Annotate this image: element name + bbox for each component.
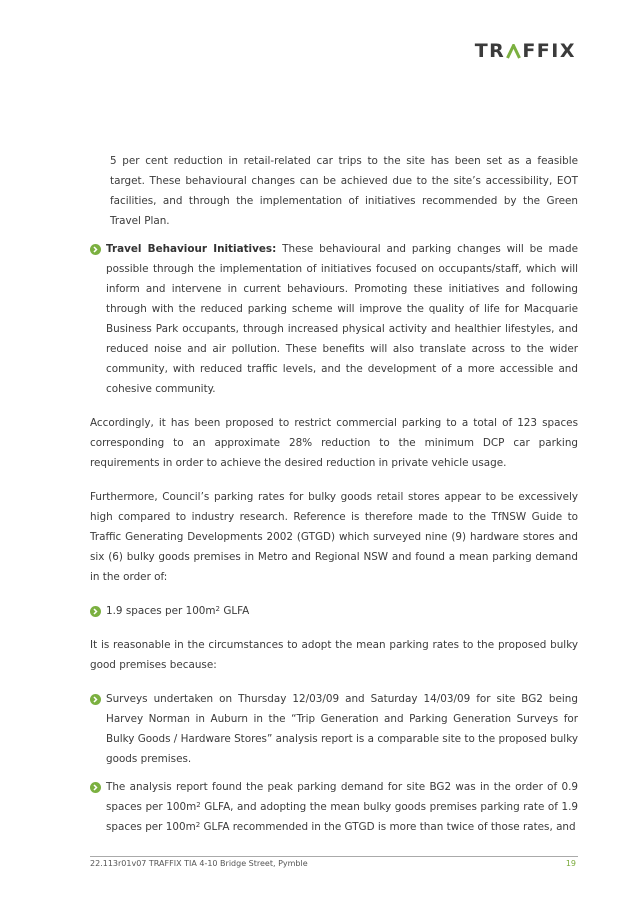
document-body [90,151,578,837]
bullet-analysis [90,777,578,837]
bullet-arrow-icon [90,782,101,793]
continued-paragraph: 5 per cent reduction in retail-related car trips to the site has been set as a feasible target. These behavioural changes can be achieved due to the site’s accessibility, EOT facilities, and through the implementation of initiatives recommended by the Green Travel Plan. [110,155,578,227]
bullet-parking-rate [90,601,578,621]
bullet-surveys [90,689,578,769]
bullet-arrow-icon [90,694,101,705]
logo-a-chevron-icon [506,44,521,59]
bullet-text-end: GLFA [220,605,250,617]
bullet-text: 1.9 spaces per 100m [106,605,216,617]
bullet-text-mid: GLFA, and adopting the mean bulky goods premises parking rate of 1.9 spaces per 100m [106,801,578,833]
superscript: 2 [215,605,221,613]
traffix-logo [475,40,576,62]
logo-text-start: TR [474,40,506,62]
footer-divider [90,856,578,857]
paragraph-reasonable: It is reasonable in the circumstances to adopt the mean parking rates to the proposed bulky good premises because: [90,639,578,671]
paragraph-accordingly: Accordingly, it has been proposed to restrict commercial parking to a total of 123 spaces corresponding to an approximate 28% reduction to the minimum DCP car parking requirements in order to achieve the desired reduction in private vehicle usage. [90,417,578,469]
bullet-text-end: GLFA recommended in the GTGD is more than twice of those rates, and [200,821,576,833]
footer-reference: 22.113r01v07 TRAFFIX TIA 4-10 Bridge Street, Pymble [90,859,308,868]
bullet-arrow-icon [90,606,101,617]
bullet-travel-behaviour [90,239,578,399]
bullet-text: These behavioural and parking changes will be made possible through the implementation of initiatives focused on occupants/staff, which will inform and intervene in current behaviours. Promoting these initiatives and following through with the reduced parking scheme will improve the quality of life for Macquarie Business Park occupants, through increased physical activity and healthier lifestyles, and reduced noise and air pollution. These benefits will also translate across to the wider community, with reduced traffic levels, and the development of a more accessible and cohesive community. [106,243,579,395]
superscript: 2 [196,801,201,809]
bullet-text: The analysis report found the peak parking demand for site BG2 was in the order of 0.9 spaces per 100m [106,781,578,813]
page-number: 19 [565,859,576,868]
bullet-title: Travel Behaviour Initiatives: [106,243,277,255]
bullet-text: Surveys undertaken on Thursday 12/03/09 and Saturday 14/03/09 for site BG2 being Harvey Norman in Auburn in the “Trip Generation and Parking Generation Surveys for Bulky Goods / Hardware Stores” analysis report is a comparable site to the proposed bulky goods premises. [106,693,578,765]
logo-text-end: FFIX [522,40,576,62]
paragraph-furthermore: Furthermore, Council’s parking rates for bulky goods retail stores appear to be excessively high compared to industry research. Reference is therefore made to the TfNSW Guide to Traffic Generating Developments 2002 (GTGD) which surveyed nine (9) hardware stores and six (6) bulky goods premises in Metro and Regional NSW and found a mean parking demand in the order of: [90,491,578,583]
bullet-arrow-icon [90,244,101,255]
superscript: 2 [195,821,201,829]
